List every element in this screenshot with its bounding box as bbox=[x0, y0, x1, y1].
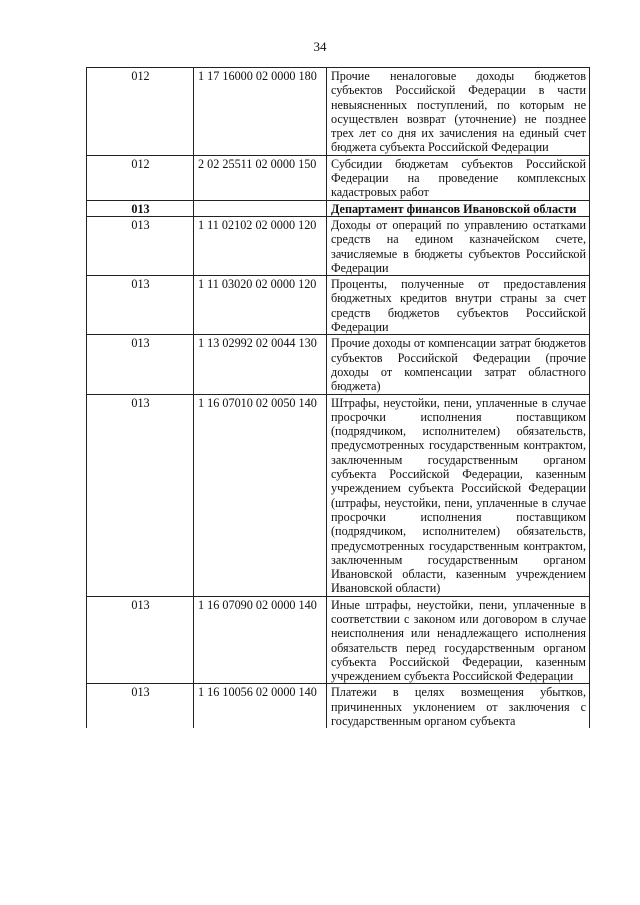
budget-code-cell: 1 17 16000 02 0000 180 bbox=[194, 68, 327, 156]
administrator-name-cell: Департамент финансов Ивановской области bbox=[327, 200, 590, 216]
admin-code-cell: 013 bbox=[87, 684, 194, 728]
table-row bbox=[87, 276, 590, 335]
budget-code-cell: 1 11 03020 02 0000 120 bbox=[194, 276, 327, 335]
budget-code-cell: 1 16 07090 02 0000 140 bbox=[194, 596, 327, 684]
table-row bbox=[87, 394, 590, 596]
budget-code-cell: 1 13 02992 02 0044 130 bbox=[194, 335, 327, 394]
admin-code-cell: 013 bbox=[87, 335, 194, 394]
description-cell: Субсидии бюджетам субъектов Российской Федерации на проведение комплексных кадастровых работ bbox=[327, 155, 590, 200]
budget-code-cell: 2 02 25511 02 0000 150 bbox=[194, 155, 327, 200]
admin-code-cell: 012 bbox=[87, 68, 194, 156]
budget-code-cell bbox=[194, 200, 327, 216]
table-row bbox=[87, 216, 590, 275]
description-cell: Проценты, полученные от предоставления бюджетных кредитов внутри страны за счет средств бюджетов субъектов Российской Федерации bbox=[327, 276, 590, 335]
admin-code-cell: 013 bbox=[87, 394, 194, 596]
description-cell: Доходы от операций по управлению остатками средств на едином казначейском счете, зачисляемые в бюджеты субъектов Российской Федерации bbox=[327, 216, 590, 275]
table-row bbox=[87, 596, 590, 684]
admin-code-cell: 013 bbox=[87, 200, 194, 216]
description-cell: Иные штрафы, неустойки, пени, уплаченные в соответствии с законом или договором в случае неисполнения или ненадлежащего исполнения обязательств перед государственным органом субъекта Российской Федерации, казенным учреждением субъекта Российской Федерации bbox=[327, 596, 590, 684]
budget-code-cell: 1 11 02102 02 0000 120 bbox=[194, 216, 327, 275]
admin-code-cell: 013 bbox=[87, 596, 194, 684]
table-row bbox=[87, 335, 590, 394]
admin-code-cell: 013 bbox=[87, 216, 194, 275]
revenue-codes-table bbox=[86, 67, 590, 728]
admin-code-cell: 012 bbox=[87, 155, 194, 200]
administrator-heading-row bbox=[87, 200, 590, 216]
table-row bbox=[87, 155, 590, 200]
admin-code-cell: 013 bbox=[87, 276, 194, 335]
page-number: 34 bbox=[313, 39, 327, 54]
table-row bbox=[87, 68, 590, 156]
budget-code-cell: 1 16 10056 02 0000 140 bbox=[194, 684, 327, 728]
table-row bbox=[87, 684, 590, 728]
description-cell: Штрафы, неустойки, пени, уплаченные в случае просрочки исполнения поставщиком (подрядчиком, исполнителем) обязательств, предусмотренных государственным контрактом, заключенным государственным органом субъекта Российской Федерации, казенным учреждением субъекта Российской Федерации (штрафы, неустойки, пени, уплаченные в случае просрочки исполнения поставщиком (подрядчиком, исполнителем) обязательств, предусмотренных государственным контрактом, заключенным государственным органом Ивановской области, казенным учреждением Ивановской области) bbox=[327, 394, 590, 596]
description-cell: Прочие неналоговые доходы бюджетов субъектов Российской Федерации в части невыясненных поступлений, по которым не осуществлен возврат (уточнение) не позднее трех лет со дня их зачисления на единый счет бюджета субъекта Российской Федерации bbox=[327, 68, 590, 156]
description-cell: Платежи в целях возмещения убытков, причиненных уклонением от заключения с государственным органом субъекта bbox=[327, 684, 590, 728]
budget-code-cell: 1 16 07010 02 0050 140 bbox=[194, 394, 327, 596]
description-cell: Прочие доходы от компенсации затрат бюджетов субъектов Российской Федерации (прочие доходы от компенсации затрат областного бюджета) bbox=[327, 335, 590, 394]
